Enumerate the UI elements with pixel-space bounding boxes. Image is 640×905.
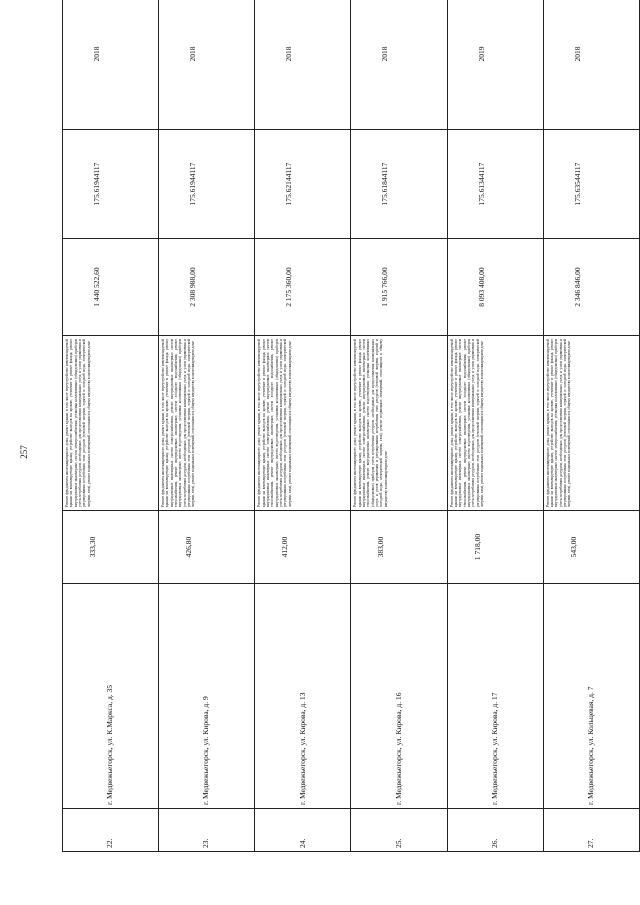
works-cell: Ремонт фундамента многоквартирного дома, ремонт крыши, в том числе переустройство невентилируемой крыши на вентилируемую крышу, устройство выходов на кровлю, утепление и ремонт фасада, ремонт внутридомовых инженерных систем электроснабжения, установка коллективных (общедомовых) приборов учета потребления ресурсов, необходимых для предоставления коммунальных услуг, и узлов управления и регулирования потребления этих ресурсов (тепловой энергии, горячей и холодной воды, электрической энергии, газа), ремонт подвальных помещений, относящихся к общему имуществу в многоквартирном доме [63,336,159,511]
area-cell: 1 718,00 [447,511,543,584]
year-cell: 2018 [63,0,159,130]
code-cell: 175.63544117 [543,130,639,239]
works-cell: Ремонт фундамента многоквартирного дома, ремонт крыши, в том числе переустройство невентилируемой крыши на вентилируемую крышу, устройство выходов на кровлю, утепление и ремонт фасада, ремонт внутридомовых инженерных систем электроснабжения, ремонт внутридомовых инженерных систем теплоснабжения, ремонт внутридомовых инженерных систем холодного водоснабжения, ремонт внутридомовых инженерных систем водоотведения, установка коллективных (общедомовых) приборов учета потребления ресурсов, необходимых для предоставления коммунальных услуг, и узлов управления и регулирования потребления этих ресурсов (тепловой энергии, горячей и холодной воды, электрической энергии, газа), ремонт подвальных помещений, относящихся к общему имуществу в многоквартирном доме [159,336,255,511]
page-number: 257 [19,445,29,459]
repair-schedule-table [62,0,640,852]
cost-cell: 2 308 988,00 [159,239,255,336]
year-cell: 2018 [543,0,639,130]
works-cell: Ремонт фундамента многоквартирного дома, ремонт крыши, в том числе переустройство невентилируемой крыши на вентилируемую крышу, устройство выходов на кровлю, утепление и ремонт фасада, ремонт внутридомовых инженерных систем электроснабжения, ремонт внутридомовых инженерных систем теплоснабжения, ремонт внутридомовых инженерных систем холодного водоснабжения, ремонт внутридомовых инженерных систем водоотведения, установка коллективных (общедомовых) приборов учета потребления ресурсов, необходимых для предоставления коммунальных услуг, и узлов управления и регулирования потребления этих ресурсов (тепловой энергии, горячей и холодной воды, электрической энергии, газа), ремонт подвальных помещений, относящихся к общему имуществу в многоквартирном доме [447,336,543,511]
code-cell: 175.62144117 [255,130,351,239]
code-cell: 175.61844117 [351,130,447,239]
cost-cell: 1 915 766,00 [351,239,447,336]
table-row [447,0,543,852]
year-cell: 2018 [159,0,255,130]
table-row [543,0,639,852]
code-cell: 175.61944117 [63,130,159,239]
code-cell: 175.61944117 [159,130,255,239]
table-row [255,0,351,852]
year-cell: 2018 [351,0,447,130]
address-cell: г. Медвежьегорск, ул. Кирова, д. 17 [447,584,543,809]
cost-cell: 1 440 522,60 [63,239,159,336]
year-cell: 2019 [447,0,543,130]
works-cell: Ремонт фундамента многоквартирного дома, ремонт крыши, в том числе переустройство невентилируемой крыши на вентилируемую крышу, устройство выходов на кровлю, утепление и ремонт фасада, ремонт внутридомовых инженерных систем электроснабжения, ремонт внутридомовых инженерных систем теплоснабжения, ремонт внутридомовых инженерных систем водоотведения, установка коллективных (общедомовых) приборов учета потребления ресурсов, необходимых для предоставления коммунальных услуг, и узлов управления и регулирования потребления этих ресурсов (тепловой энергии, горячей и холодной воды, электрической энергии, газа), ремонт подвальных помещений, относящихся к общему имуществу в многоквартирном доме [351,336,447,511]
works-cell: Ремонт фундамента многоквартирного дома, ремонт крыши, в том числе переустройство невентилируемой крыши на вентилируемую крышу, устройство выходов на кровлю, утепление и ремонт фасада, ремонт внутридомовых инженерных систем электроснабжения, ремонт внутридомовых инженерных систем теплоснабжения, ремонт внутридомовых инженерных систем холодного водоснабжения, ремонт внутридомовых инженерных систем водоотведения, установка коллективных (общедомовых) приборов учета потребления ресурсов, необходимых для предоставления коммунальных услуг, и узлов управления и регулирования потребления этих ресурсов (тепловой энергии, горячей и холодной воды, электрической энергии, газа), ремонт подвальных помещений, относящихся к общему имуществу в многоквартирном доме [255,336,351,511]
row-number: 22. [63,809,159,852]
table-row [351,0,447,852]
address-cell: г. Медвежьегорск, ул. Кирова, д. 9 [159,584,255,809]
cost-cell: 8 093 408,00 [447,239,543,336]
cost-cell: 2 346 846,00 [543,239,639,336]
row-number: 27. [543,809,639,852]
area-cell: 426,80 [159,511,255,584]
area-cell: 543,00 [543,511,639,584]
table-container [62,28,640,852]
rotated-table [62,28,640,852]
row-number: 24. [255,809,351,852]
area-cell: 383,00 [351,511,447,584]
area-cell: 333,30 [63,511,159,584]
cost-cell: 2 175 360,00 [255,239,351,336]
row-number: 26. [447,809,543,852]
table-row [159,0,255,852]
area-cell: 412,00 [255,511,351,584]
address-cell: г. Медвежьегорск, ул. Кирова, д. 13 [255,584,351,809]
address-cell: г. Медвежьегорск, ул. Кирова, д. 16 [351,584,447,809]
row-number: 25. [351,809,447,852]
year-cell: 2018 [255,0,351,130]
code-cell: 175.61344117 [447,130,543,239]
address-cell: г. Медвежьегорск, ул. К.Маркса, д. 35 [63,584,159,809]
row-number: 23. [159,809,255,852]
works-cell: Ремонт фундамента многоквартирного дома, ремонт крыши, в том числе переустройство невентилируемой крыши на вентилируемую крышу, устройство выходов на кровлю, утепление и ремонт фасада, ремонт внутридомовых инженерных систем электроснабжения, установка коллективных (общедомовых) приборов учета потребления ресурсов, необходимых для предоставления коммунальных услуг, и узлов управления и регулирования потребления этих ресурсов (тепловой энергии, горячей и холодной воды, электрической энергии, газа), ремонт подвальных помещений, относящихся к общему имуществу в многоквартирном доме [543,336,639,511]
table-row [63,0,159,852]
address-cell: г. Медвежьегорск, ул. Кольцевая, д. 7 [543,584,639,809]
